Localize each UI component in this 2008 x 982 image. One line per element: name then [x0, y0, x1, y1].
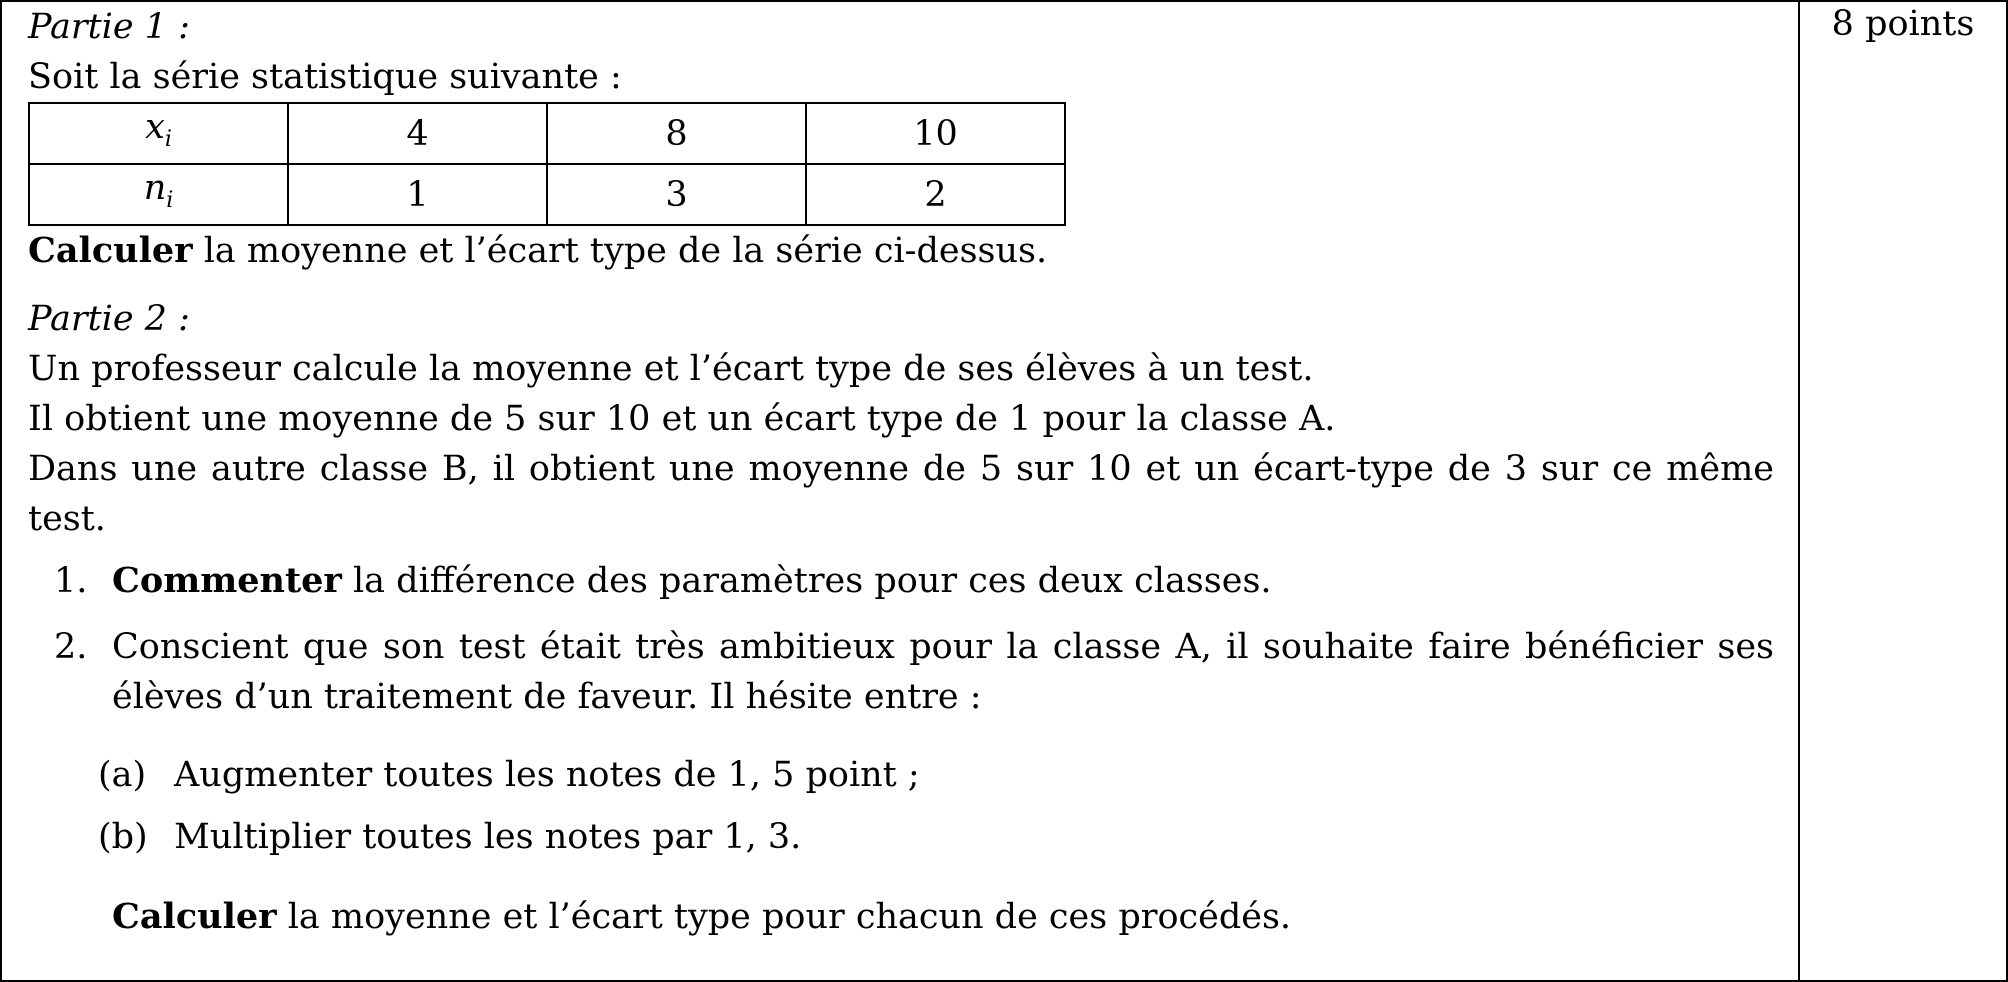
exercise-content: [28, 2, 1774, 942]
table-cell: 2: [806, 164, 1065, 225]
ni-symbol: n: [143, 168, 167, 208]
table-cell: 4: [288, 103, 547, 164]
task-keyword: Calculer: [28, 230, 193, 271]
table-row: [29, 103, 1065, 164]
partie1-task: [28, 226, 1774, 276]
points-label: 8 points: [1831, 4, 1975, 44]
table-header-cell: [29, 103, 288, 164]
table-row: [29, 164, 1065, 225]
final-task: [28, 892, 1774, 942]
option-label: (b): [98, 817, 148, 857]
question-1: [28, 556, 1774, 606]
statistics-table: [28, 102, 1066, 226]
table-header-cell: [29, 164, 288, 225]
option-label: (a): [98, 755, 147, 795]
column-divider: [1798, 0, 1800, 982]
table-cell: 10: [806, 103, 1065, 164]
final-keyword: Calculer: [112, 896, 277, 937]
table-cell: 8: [547, 103, 806, 164]
partie1-intro: Soit la série statistique suivante :: [28, 57, 622, 97]
option-text: Augmenter toutes les notes de 1, 5 point ;: [174, 755, 920, 795]
question-number: 2.: [54, 627, 88, 667]
table-cell: 1: [288, 164, 547, 225]
option-a: [28, 750, 1774, 800]
question-number: 1.: [54, 561, 88, 601]
option-text: Multiplier toutes les notes par 1, 3.: [174, 817, 802, 857]
question-keyword: Commenter: [112, 560, 342, 601]
partie2-line1: Un professeur calcule la moyenne et l’écart type de ses élèves à un test.: [28, 349, 1314, 389]
partie1-title: Partie 1 :: [28, 7, 190, 47]
question-2: [28, 622, 1774, 722]
xi-subscript: i: [164, 127, 172, 152]
partie2-title: Partie 2 :: [28, 299, 190, 339]
final-text: la moyenne et l’écart type pour chacun de ces procédés.: [276, 897, 1292, 937]
option-b: [28, 812, 1774, 862]
question-list: [28, 556, 1774, 942]
task-text: la moyenne et l’écart type de la série ci-dessus.: [192, 231, 1048, 271]
table-cell: 3: [547, 164, 806, 225]
ni-subscript: i: [166, 188, 174, 213]
partie2-line3: Dans une autre classe B, il obtient une moyenne de 5 sur 10 et un écart-type de 3 sur ce même test.: [28, 449, 1774, 539]
question-text: la différence des paramètres pour ces deux classes.: [341, 561, 1272, 601]
xi-symbol: x: [145, 107, 165, 147]
question-text: Conscient que son test était très ambitieux pour la classe A, il souhaite faire bénéficier ses élèves d’un traitement de faveur. Il hésite entre :: [112, 627, 1774, 717]
partie2-line2: Il obtient une moyenne de 5 sur 10 et un écart type de 1 pour la classe A.: [28, 399, 1336, 439]
